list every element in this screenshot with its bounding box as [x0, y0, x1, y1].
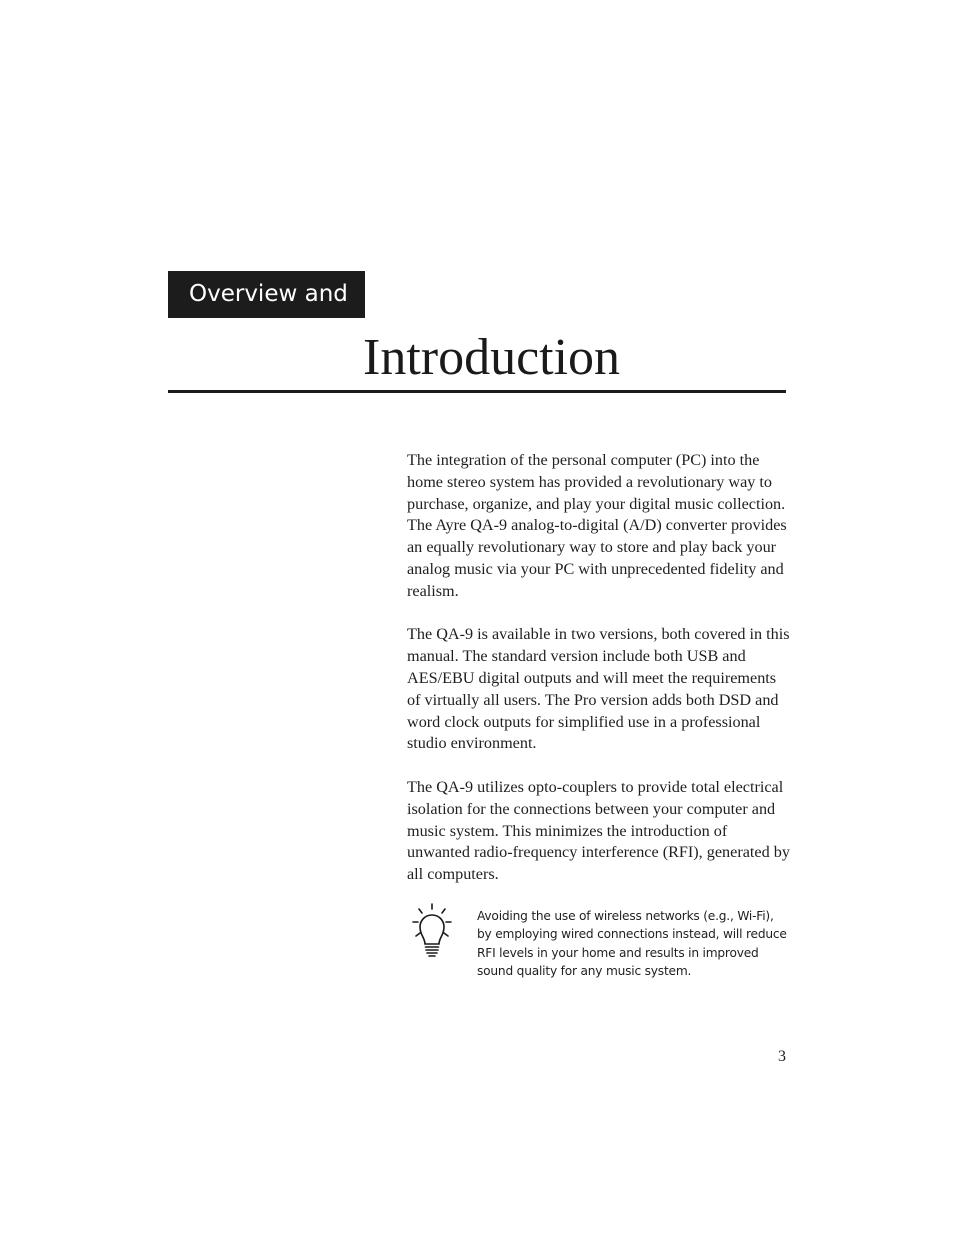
body-text: [407, 450, 792, 908]
page-title: Introduction: [363, 329, 621, 386]
lightbulb-icon: [411, 903, 453, 961]
chapter-label: Overview and: [168, 271, 365, 318]
paragraph-isolation: The QA-9 utilizes opto-couplers to provide total electrical isolation for the connections between your computer and music system. This minimizes the introduction of unwanted radio-frequency interference (RFI), generated by all computers.: [407, 777, 790, 884]
paragraph-versions: The QA-9 is available in two versions, both covered in this manual. The standard version include both USB and AES/EBU digital outputs and will meet the requirements of virtually all users. The Pro version adds both DSD and word clock outputs for simplified use in a professional studio environment.: [407, 625, 790, 753]
paragraph-intro: The integration of the personal computer (PC) into the home stereo system has provided a revolutionary way to purchase, organize, and play your digital music collection. The Ayre QA-9 analog-to-digital (A/D) converter provides an equally revolutionary way to store and play back your analog music via your PC with unprecedented fidelity and realism.: [407, 451, 787, 600]
title-divider: [168, 390, 786, 393]
page-number: 3: [778, 1048, 786, 1065]
tip-text: Avoiding the use of wireless networks (e.g., Wi-Fi), by employing wired connections instead, will reduce RFI levels in your home and results in improved sound quality for any music system.: [477, 909, 787, 978]
